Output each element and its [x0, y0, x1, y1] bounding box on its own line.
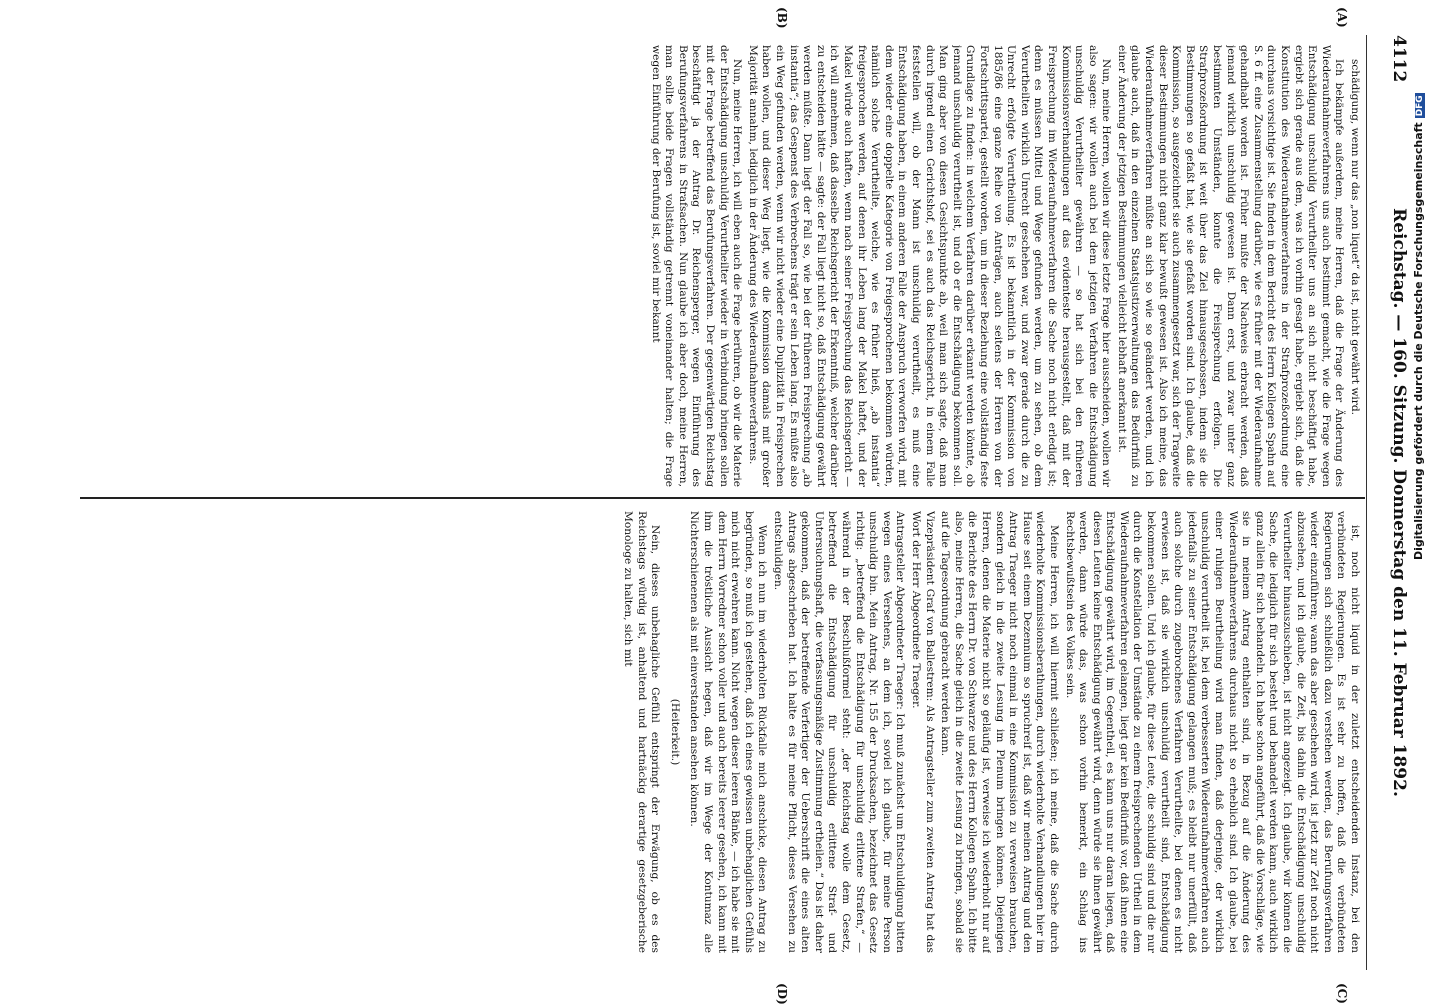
margin-mark-b: (B): [775, 7, 789, 29]
paragraph: ist, noch nicht liquid in der zuletzt entscheidenden Instanz, bei den verbündeten Regierungen. Es ist sehr zu hoffen, daß die verbündeten Regierungen sich schließlich dazu verstehen werden, das Berufungsverfahren wieder einzuführen; wann das aber geschehen wird, ist jetzt zur Zeit noch nicht abzusehen, und ich glaube, die Zeit, bis dahin die Entschädigung unschuldig Verurtheilter hinauszuschieben, ist nicht angezeigt. Ich glaube, wir können die Sache, die lediglich für sich besteht und behandelt werden kann, auch wirklich ganz allein für sich behandeln. Ich habe schon angeführt, daß die Vorschläge, wie sie in meinem Antrag enthalten sind, in Bezug auf die Änderung des Wiederaufnahmeverfahrens durchaus nicht so erheblich sind. Ich glaube, bei einer ruhigen Beurtheilung wird man finden, daß derjenige, der wirklich unschuldig verurtheilt ist, bei dem verbesserten Wiederaufnahmeverfahren auch jedenfalls zu seiner Entschädigung gelangen muß; es bleibt nur unerfüllt, daß auch solche durch zugebrochenes Verfahren Verurtheilte, bei denen es nicht erwiesen ist, daß sie wirklich unschuldig verurtheilt sind, Entschädigung bekommen sollen. Und ich glaube, für diese Leute, die schuldig sind und die nur durch die Konstellation der Umstände zu einem freisprechenden Urtheil in dem Wiederaufnahmeverfahren gelangen, liegt gar kein Bedürfniß vor, daß ihnen eine Entschädigung gewährt wird, im Gegentheil, es kann uns nur daran liegen, daß diesen Leuten keine Entschädigung gewährt wird, denn würde sie ihnen gewährt werden, dann würde das, was schon vorhin bemerkt, ein Schlag ins Rechtsbewußtsein des Volkes sein.: [1063, 511, 1361, 953]
paragraph: Wenn ich nun im wiederholten Rückfalle mich anschicke, diesen Antrag zu begründen, so muß ich gestehen, daß ich eines gewissen unbehaglichen Gefühls mich nicht erwehren kann. Nicht wegen dieser leeren Bänke, — ich habe sie mit dem Herrn Vorredner schon voller und auch bereits leerer gesehen, ich kann mit ihm die tröstliche Aussicht hegen, daß wir im Wege der Kontumaz alle Nichterschienenen als mit einverstanden ansehen können.: [688, 511, 769, 953]
margin-mark-c: (C): [1335, 983, 1349, 1004]
paragraph: Nun, meine Herren, wollen wir diese letzte Frage hier ausscheiden, wollen wir also sagen: wir wollen auch bei dem jetzigen Verfahren die Entschädigung unschuldig Verurtheilter gewähren — so hat sich bei den früheren Kommissionsverhandlungen auf das evidenteste herausgestellt, daß mit der Freisprechung im Wiederaufnahmeverfahren die Sache noch nicht erledigt ist; denn es müssen Mittel und Wege gefunden werden, um zu sehen, ob dem Verurtheilten wirklich Unrecht geschehen war, und zwar gerade durch die zu Unrecht erfolgte Verurtheilung. Es ist bekanntlich in der Kommission von 1885/86 eine ganze Reihe von Anträgen, auch seitens der Herren von der Fortschrittspartei, gestellt worden, um in dieser Beziehung eine vollständig feste Grundlage zu finden: in welchem Verfahren darüber erkannt werden könnte, ob jemand unschuldig verurtheilt ist, und ob er die Entschädigung bekommen soll. Man ging aber von diesen Gesichtspunkte ab, weil man sich sagte, daß man durch irgend einen Gerichtshof, sei es auch das Reichsgericht, in einem Falle feststellen will, ob der Mann ist unschuldig verurtheilt, es muß eine Entschädigung haben, in einem anderen Falle der Anspruch verworfen wird, mit dem wieder eine doppelte Kategorie von Freigesprochenen bekommen würden, nämlich solche Verurtheilte, welche, wie es früher hieß, „ab instantia“ freigesprochen werden, auf denen ihr Leben lang der Makel haftet, und der Makel würde auch haften, wenn nach seiner Freisprechung das Reichsgericht — ich will annehmen, daß dasselbe Reichsgericht der Erkenntniß, welcher darüber zu entscheiden hätte — sagte: der Fall liegt nicht so, daß Entschädigung gewährt werden müßte. Dann liegt der Fall so, wie bei der früheren Freisprechung „ab instantia“; das Gespenst des Verbrechens trägt er sein Leben lang. Es müßte also ein Weg gefunden werden, wenn wir nicht wieder eine Duplizität in Freisprechen haben wollen, und dieser Weg liegt, wie die Kommission damals mit großer Majorität annahm, lediglich in der Änderung des Wiederaufnahmeverfahrens.: [746, 45, 1113, 487]
paragraph: Nein, dieses unbehagliche Gefühl entspringt der Erwägung, ob es des Reichstags würdig ist, anhaltend und hartnäckig derartige gesetzgeberische Monologe zu halten, sich mit: [622, 511, 662, 953]
header-rule: [1366, 35, 1367, 970]
footer-credit: [1412, 93, 1425, 560]
paragraph: Vizepräsident Graf von Ballestrem: Als Antragsteller zum zweiten Antrag hat das Wort der Herr Abgeordnete Traeger.: [910, 511, 936, 953]
footer-text: Digitalisierung gefördert durch die Deutsche Forschungsgemeinschaft: [1412, 122, 1425, 560]
margin-mark-a: (A): [1335, 7, 1349, 28]
paragraph: Nun, meine Herren, ich will eben auch die Frage berühren, ob wir die Materie der Entschädigung unschuldig Verurtheilter wieder in Verbindung bringen sollen mit der Frage betreffend das Berufungsverfahren. Der gegenwärtigen Reichstag beschäftigt ja der Antrag Dr. Reichensperger, wegen Einführung des Berufungsverfahrens in Strafsachen. Nun glaube ich aber doch, meine Herren, man sollte beide Fragen vollständig getrennt voneinander halten; die Frage wegen Einführung der Berufung ist, soviel mir bekannt: [649, 45, 744, 487]
page-number: 4112: [1389, 35, 1409, 83]
paragraph: Ich bekämpfe außerdem, meine Herren, daß die Frage der Änderung des Wiederaufnahmeverfahrens uns auch bestimmt gemacht, wie die Frage wegen Entschädigung unschuldig Verurtheilter uns an sich nicht beschäftigt habe, ergiebt sich gerade aus dem, was ich vorhin gesagt habe, ergiebt sich, daß die Konstitution des Wiederaufnahmeverfahrens in der Strafprozeßordnung eine durchaus vorsichtige ist. Sie finden in dem Bericht des Herrn Kollegen Spahn auf S. 6 ff. eine Zusammenstellung darüber, wie es früher mit der Wiederaufnahme gehandhabt worden ist. Früher mußte der Nachweis erbracht werden, daß jemand wirklich unschuldig gewesen ist. Dann erst, und zwar unter ganz bestimmten Umständen, konnte die Freisprechung erfolgen. Die Strafprozeßordnung ist weit über das Ziel hinausgeschossen, indem sie die Bestimmungen so gefaßt hat, wie sie gefaßt worden sind. Ich glaube, daß die Kommission, so ausgezeichnet sie auch zusammengesetzt war, sich der Tragweite dieser Bestimmungen nicht ganz klar bewußt gewesen ist. Also ich meine, das Wiederaufnahmeverfahren müßte an sich so wie so geändert werden, und ich glaube auch, daß in den einzelnen Staatsjustizverwaltungen das Bedürfniß zu einer Änderung der jetzigen Bestimmungen vielleicht lebhaft anerkannt ist.: [1115, 45, 1346, 487]
right-text-column: [91, 511, 1361, 953]
column-divider: [80, 497, 1365, 499]
paragraph: Meine Herren, ich will hiermit schließen; ich meine, daß die Sache durch wiederholte Kommissionsberathungen, durch wiederholte Verhandlungen hier im Hause seit einem Dezennium so spruchreif ist, daß wir meinen Antrag und den Antrag Traeger nicht noch einmal in eine Kommission zu verweisen brauchen, sondern gleich in die zweite Lesung im Plenum bringen können. Diejenigen Herren, denen die Materie nicht so geläufig ist, verweise ich wiederholt nur auf die Berichte des Herrn Dr. von Schwarze und des Herrn Kollegen Spahn. Ich bitte also, meine Herren, die Sache gleich in die zweite Lesung zu bringen, sobald sie auf die Tagesordnung gebracht werden kann.: [939, 511, 1060, 953]
left-text-column: [91, 45, 1361, 487]
running-header: [1385, 35, 1409, 970]
paragraph: schädigung, wenn nur das „non liquet“ da ist, nicht gewährt wird.: [1349, 59, 1361, 416]
margin-mark-d: (D): [775, 983, 789, 1005]
paragraph: (Heiterkeit.): [668, 698, 681, 766]
rotated-sheet: [84, 7, 1409, 1005]
header-title: Reichstag. — 160. Sitzung. Donnerstag den 11. Februar 1892.: [1389, 208, 1409, 797]
paragraph: Antragsteller Abgeordneter Traeger: Ich muß zunächst um Entschuldigung bitten wegen eines Versehens, an dem ich, soviel ich glaube, für meine Person unschuldig bin. Mein Antrag, Nr. 155 der Drucksachen, bezeichnet das Gesetz richtig: „betreffend die Entschädigung für unschuldig erlittene Strafen,“ — während in der Beschlußformel steht: „der Reichstag wolle dem Gesetz, betreffend die Entschädigung für unschuldig erlittene Straf- und Untersuchungshaft, die verfassungsmäßige Zustimmung ertheilen.“ Das ist daher gekommen, daß der betreffende Verfertiger der Ueberschrift die eines alten Antrags abgeschrieben hat. Ich halte es für meine Pflicht, dieses Versehen zu entschuldigen.: [772, 511, 907, 953]
dfg-logo: DFG: [1415, 95, 1425, 117]
